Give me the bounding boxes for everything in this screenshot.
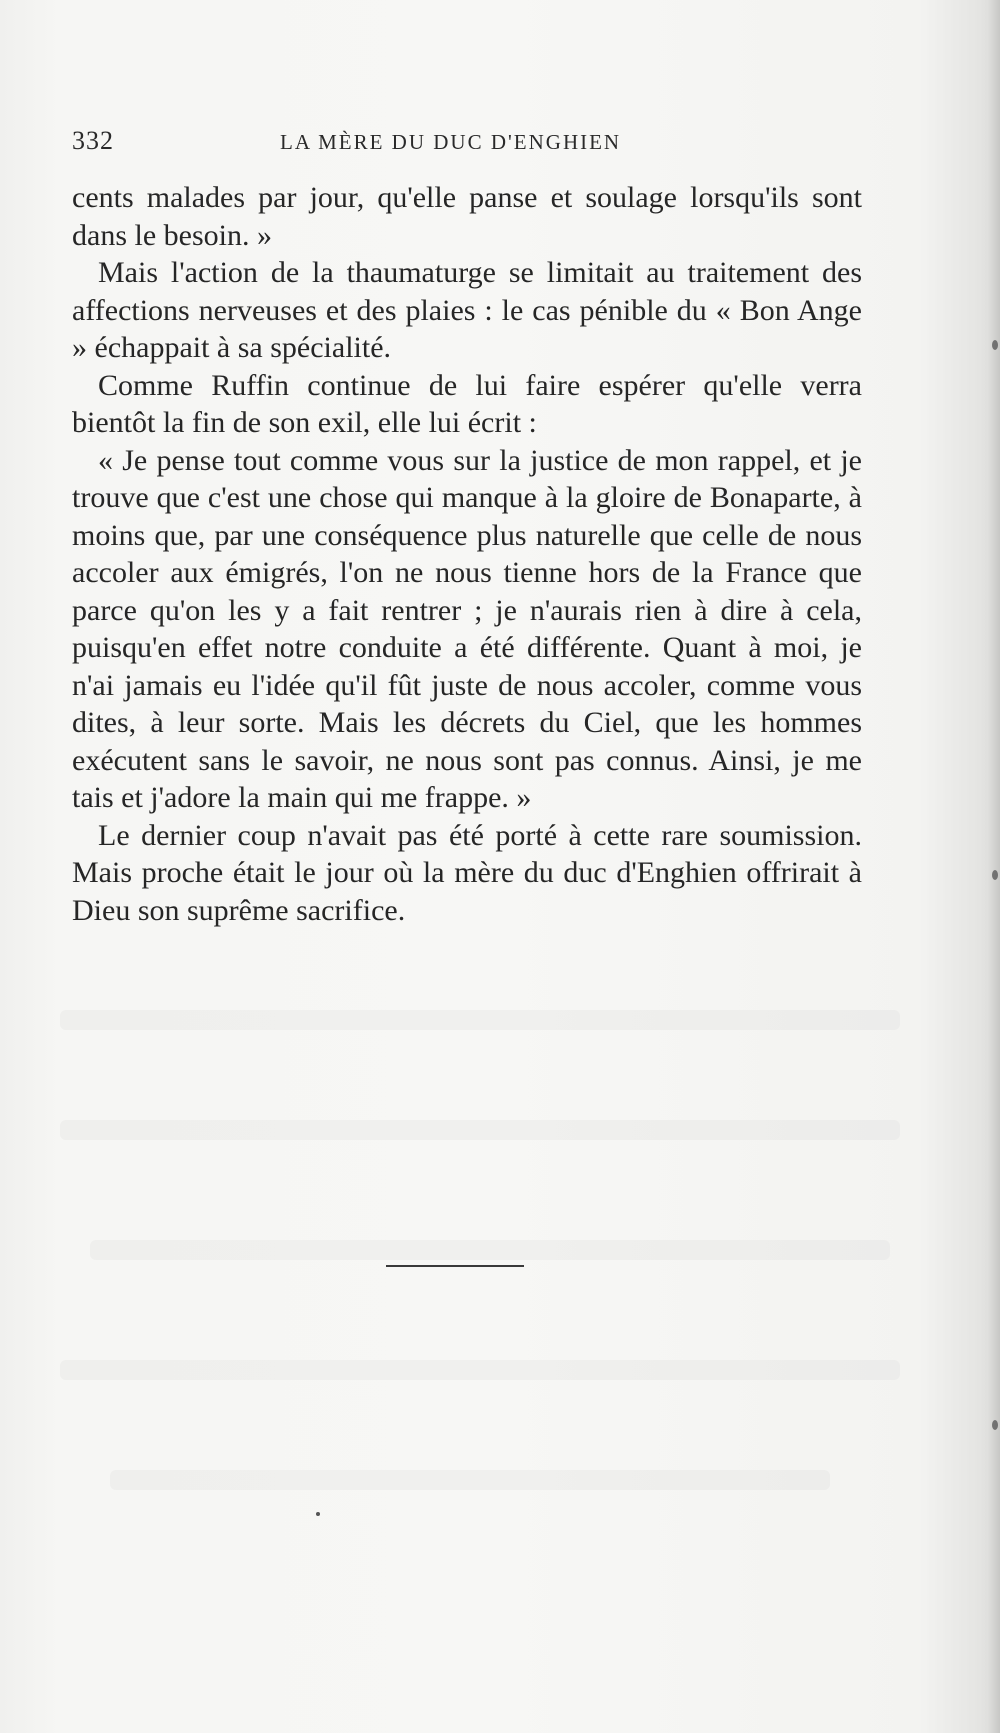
show-through-shadow xyxy=(60,1010,900,1030)
paragraph: Comme Ruffin continue de lui faire espérer qu'elle verra bientôt la fin de son exil, elle lui écrit : xyxy=(72,368,862,439)
section-rule xyxy=(386,1265,524,1267)
page-header xyxy=(72,126,862,160)
paragraph: cents malades par jour, qu'elle panse et soulage lorsqu'ils sont dans le besoin. » xyxy=(72,181,862,252)
show-through-shadow xyxy=(60,1120,900,1140)
show-through-shadow xyxy=(90,1240,890,1260)
body-text xyxy=(72,179,862,929)
page-number: 332 xyxy=(72,126,114,155)
ink-speck xyxy=(316,1512,320,1516)
paragraph: Le dernier coup n'avait pas été porté à cette rare soumission. Mais proche était le jour où la mère du duc d'Enghien offrirait à Dieu son suprême sacrifice. xyxy=(72,818,862,927)
running-title: LA MÈRE DU DUC D'ENGHIEN xyxy=(280,130,622,154)
paragraph: Mais l'action de la thaumaturge se limitait au traitement des affections nerveuses et des plaies : le cas pénible du « Bon Ange » échappait à sa spécialité. xyxy=(72,256,862,364)
show-through-shadow xyxy=(110,1470,830,1490)
show-through-shadow xyxy=(60,1360,900,1380)
paragraph: « Je pense tout comme vous sur la justice de mon rappel, et je trouve que c'est une chose qui manque à la gloire de Bonaparte, à moins que, par une conséquence plus naturelle que celle de nous accoler aux émigrés, l'on ne nous tienne hors de la France que parce qu'on les y a fait rentrer ; je n'aurais rien à dire à cela, puisqu'en effet notre conduite a été différente. Quant à moi, je n'ai jamais eu l'idée qu'il fût juste de nous accoler, comme vous dites, à leur sorte. Mais les décrets du Ciel, que les hommes exécutent sans le savoir, ne nous sont pas connus. Ainsi, je me tais et j'adore la main qui me frappe. » xyxy=(72,443,862,814)
page-edge-shadow xyxy=(988,0,1000,1733)
